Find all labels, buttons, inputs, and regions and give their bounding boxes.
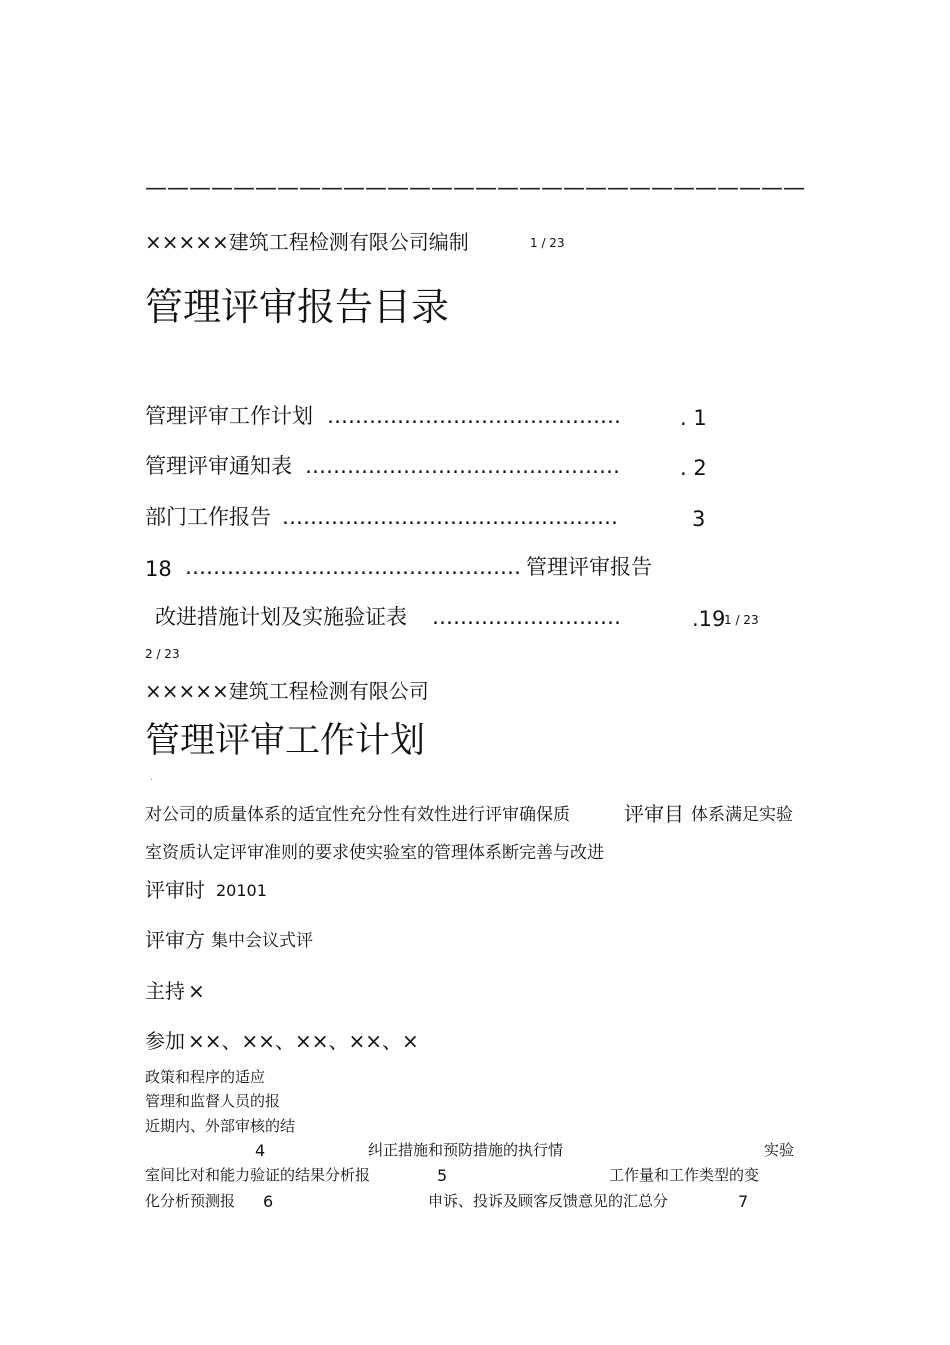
dot-mark: · (150, 775, 154, 786)
list-item: 申诉、投诉及顾客反馈意见的汇总分 (428, 1192, 669, 1210)
header-page-number: 1 / 23 (530, 236, 565, 250)
page-number: 1 / 23 (724, 613, 759, 627)
toc-item-leader: ……………………… (432, 605, 621, 629)
method-label: 评审方 (145, 928, 205, 952)
attendees-value: ××、××、××、××、× (188, 1029, 419, 1053)
header-company: ×××××建筑工程检测有限公司编制 (145, 230, 469, 254)
time-label: 评审时 (145, 878, 205, 902)
purpose-text: 体系满足实验 (691, 805, 793, 825)
toc-item-label[interactable]: 管理评审工作计划 (145, 404, 313, 428)
item-number: 6 (263, 1192, 274, 1211)
toc-item-page: . 1 (680, 406, 707, 430)
list-item: 室间比对和能力验证的结果分析报 (145, 1166, 371, 1184)
toc-title: 管理评审报告目录 (145, 285, 450, 329)
toc-item-page: .19 (692, 607, 726, 631)
header-company: ×××××建筑工程检测有限公司 (145, 679, 429, 703)
list-item: 化分析预测报 (145, 1192, 236, 1210)
toc-item-label[interactable]: 部门工作报告 (145, 505, 271, 529)
host-label: 主持 (145, 979, 185, 1003)
item-number: 4 (255, 1141, 266, 1160)
method-value: 集中会议式评 (211, 931, 313, 951)
purpose-text: 室资质认定评审准则的要求使实验室的管理体系断完善与改进 (145, 843, 604, 863)
list-item: 纠正措施和预防措施的执行情 (368, 1141, 564, 1159)
toc-item-leader: ……………………………………… (305, 454, 620, 478)
toc-item-label[interactable]: 管理评审通知表 (145, 454, 292, 478)
toc-item-leader: ………………………………………… (282, 505, 618, 529)
list-item: 政策和程序的适应 (145, 1068, 266, 1086)
list-item: 实验 (764, 1141, 795, 1159)
purpose-text: 对公司的质量体系的适宜性充分性有效性进行评审确保质 (145, 805, 570, 825)
toc-item-leader: ………………………………………… (185, 555, 521, 579)
item-number: 7 (738, 1192, 749, 1211)
toc-item-page: 18 (145, 557, 172, 581)
toc-item-page: . 2 (680, 456, 707, 480)
item-number: 5 (437, 1166, 448, 1185)
toc-item-leader: …………………………………… (327, 404, 621, 428)
page-number: 2 / 23 (145, 647, 180, 661)
toc-item-label[interactable]: 管理评审报告 (526, 555, 652, 579)
toc-item-page: 3 (692, 507, 706, 531)
attendees-label: 参加 (145, 1029, 185, 1053)
host-value: × (188, 979, 205, 1003)
page-title: 管理评审工作计划 (145, 721, 426, 761)
separator-line: —————————————————————————————— (145, 176, 805, 201)
toc-item-label[interactable]: 改进措施计划及实施验证表 (155, 605, 407, 629)
purpose-label: 评审目 (624, 802, 684, 826)
list-item: 管理和监督人员的报 (145, 1092, 281, 1110)
list-item: 工作量和工作类型的变 (609, 1166, 760, 1184)
list-item: 近期内、外部审核的结 (145, 1117, 296, 1135)
time-value: 20101 (216, 881, 267, 900)
